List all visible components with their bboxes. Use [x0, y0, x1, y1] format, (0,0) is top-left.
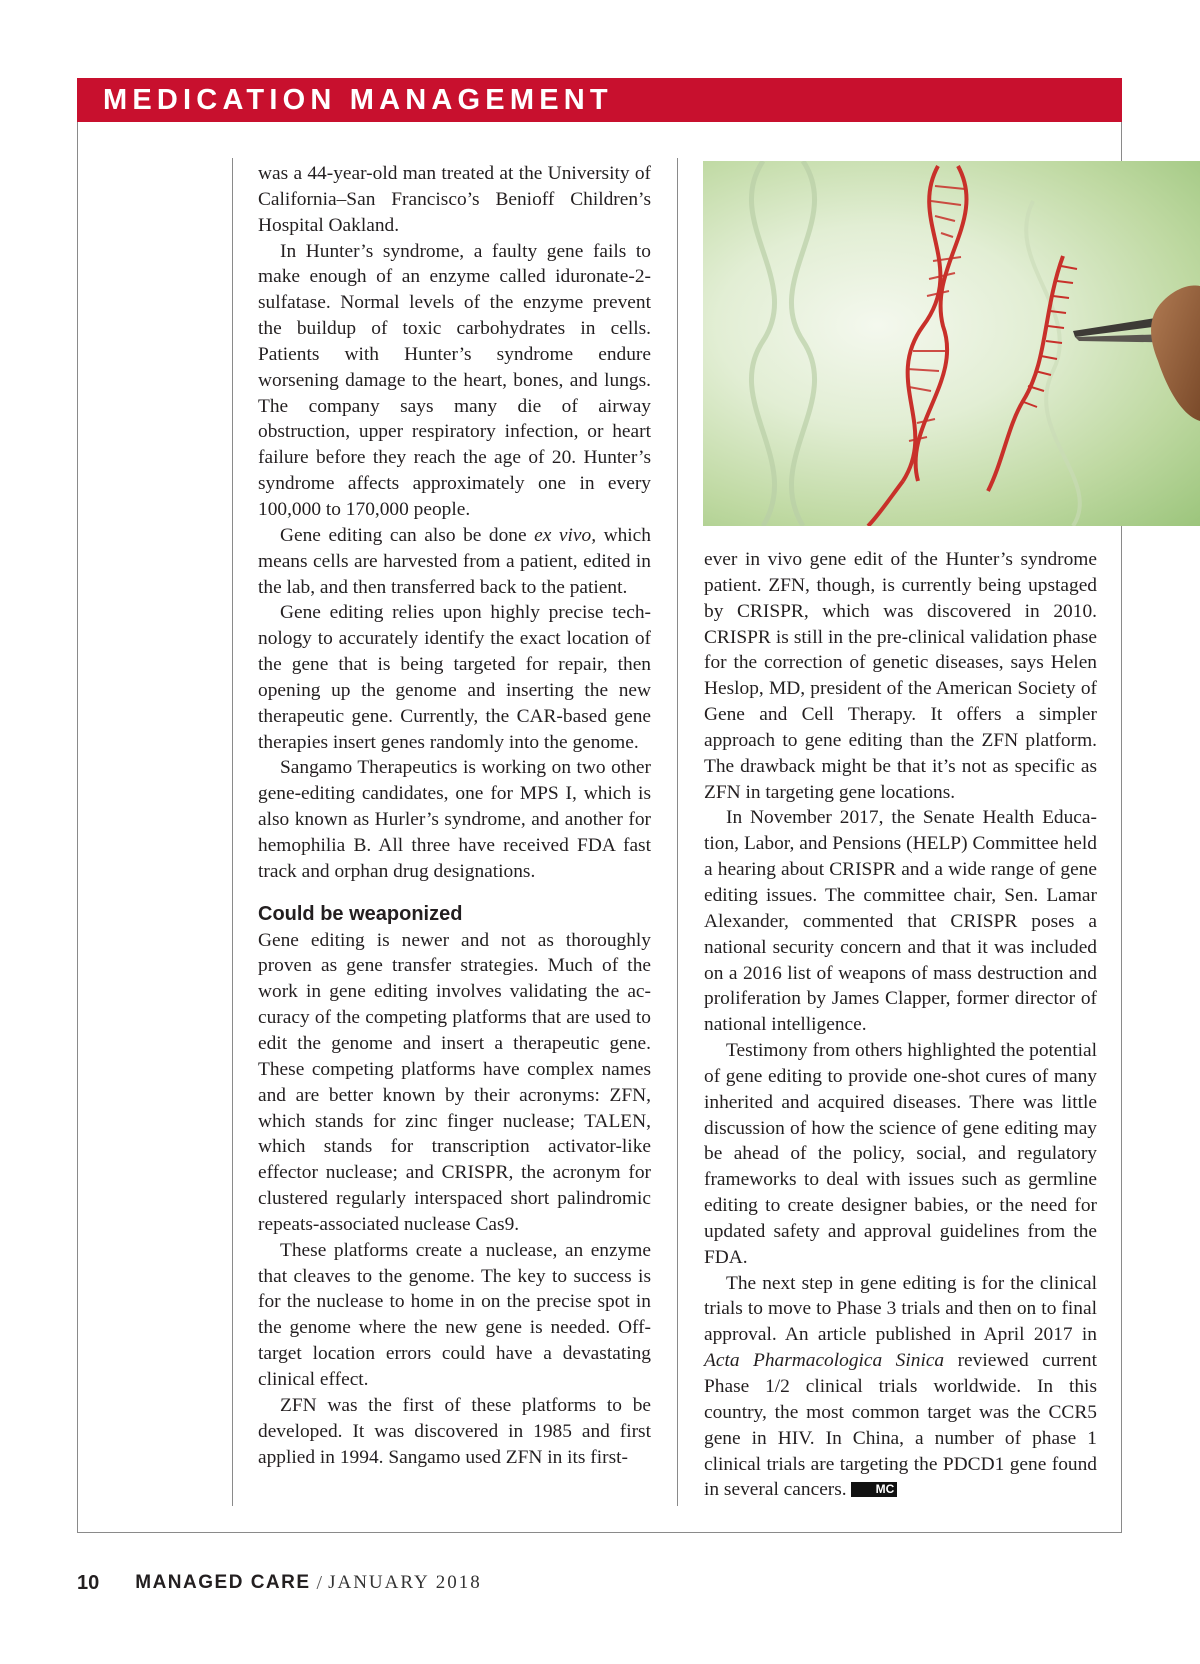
end-mark-badge: MC [851, 1482, 898, 1497]
page-number: 10 [77, 1571, 100, 1594]
article-column-left [258, 161, 651, 1470]
italic-journal: Acta Pharmacologica Sinica [704, 1350, 945, 1372]
paragraph: ever in vivo gene edit of the Hunter’s syndrome patient. ZFN, though, is currently being upstaged by CRISPR, which was discovered in 2010. CRISPR is still in the pre-clinical validation phase for the correction of genetic diseases, says Helen Heslop, MD, president of the American Society of Gene and Cell Therapy. It offers a simpler approach to gene editing than the ZFN platform. The drawback might be that it’s not as specific as ZFN in targeting gene locations. [704, 549, 1097, 803]
paragraph: Sangamo Therapeutics is working on two other gene-editing candidates, one for MPS I, which is also known as Hurler’s syndrome, and another for hemophilia B. All three have received FDA fast track and orphan drug designations. [258, 757, 651, 882]
left-column-rule [232, 158, 233, 1506]
paragraph: These platforms create a nuclease, an enzyme that cleaves to the genome. The key to success is for the nuclease to home in on the precise spot in the genome where the new gene is needed. Off-target location errors could have a devastating clinical effect. [258, 1239, 651, 1390]
middle-column-rule [677, 158, 678, 1506]
paragraph: ZFN was the first of these platforms to be developed. It was discovered in 1985 and first applied in 1994. Sangamo used ZFN in its first- [258, 1394, 651, 1468]
paragraph: was a 44-year-old man treated at the University of California–San Francisco’s Benioff Children’s Hospital Oakland. [258, 163, 651, 236]
footer-separator: / [316, 1571, 323, 1594]
paragraph: Testimony from others highlighted the potential of gene editing to provide one-shot cures of many inherited and acquired diseases. There was little discussion of how the science of gene editing may be ahead of the policy, social, and regulatory frameworks to deal with issues such as germline editing to create designer babies, or the need for updated safety and approval guidelines from the FDA. [704, 1040, 1097, 1268]
subheading: Could be weaponized [258, 902, 463, 925]
paragraph: Gene editing can also be done ex vivo, which means cells are harvested from a patient, edited in the lab, and then transferred back to the patient. [258, 524, 651, 598]
publication-name: MANAGED CARE [135, 1572, 311, 1593]
page-footer [77, 1570, 482, 1596]
dna-editing-photo [703, 161, 1200, 526]
paragraph: Gene editing relies upon highly precise technology to accurately identify the exact location of the gene that is being targeted for repair, then opening up the genome and inserting the new therapeutic gene. Currently, the CAR-based gene therapies insert genes randomly into the genome. [258, 602, 651, 753]
section-header-bar [77, 78, 1122, 122]
paragraph: In November 2017, the Senate Health Education, Labor, and Pensions (HELP) Committee held a hearing about CRISPR and a wide range of gene editing issues. The committee chair, Sen. Lamar Alexander, commented that CRISPR poses a national security concern and that it was included on a 2016 list of weapons of mass destruction and proliferation by James Clapper, former director of national intelligence. [704, 807, 1097, 1036]
section-title: MEDICATION MANAGEMENT [103, 83, 613, 116]
paragraph: Gene editing is newer and not as thoroughly proven as gene transfer strategies. Much of the work in gene editing involves validating the accuracy of the competing platforms that are used to edit the genome and insert a therapeutic gene. These competing platforms have complex names and are better known by their acronyms: ZFN, which stands for zinc finger nuclease; TALEN, which stands for transcription activator-like effector nuclease; and CRISPR, the acronym for clustered regularly interspaced short palindromic repeats-associated nuclease Cas9. [258, 929, 651, 1235]
paragraph: In Hunter’s syndrome, a faulty gene fails to make enough of an enzyme called iduronate-2-sulfatase. Normal levels of the enzyme prevent the buildup of toxic carbohydrates in cells. Patients with Hunter’s syndrome endure worsening damage to the heart, bones, and lungs. The company says many die of airway obstruction, upper respiratory infection, or heart failure before they reach the age of 20. Hunter’s syndrome affects approximately one in every 100,000 to 170,000 people. [258, 240, 651, 520]
italic-term: ex vivo, [534, 524, 597, 546]
issue-date: JANUARY 2018 [328, 1572, 482, 1593]
paragraph: The next step in gene editing is for the clinical trials to move to Phase 3 trials and then on to final approval. An article published in April 2017 in Acta Pharmacologica Sinica reviewed current Phase 1/2 clinical trials worldwide. In this country, the most common target was the CCR5 gene in HIV. In China, a number of phase 1 clinical trials are targeting the PDCD1 gene found in several cancers. MC [704, 1272, 1097, 1501]
dna-editing-illustration-icon [703, 161, 1200, 526]
article-column-right [704, 547, 1097, 1503]
